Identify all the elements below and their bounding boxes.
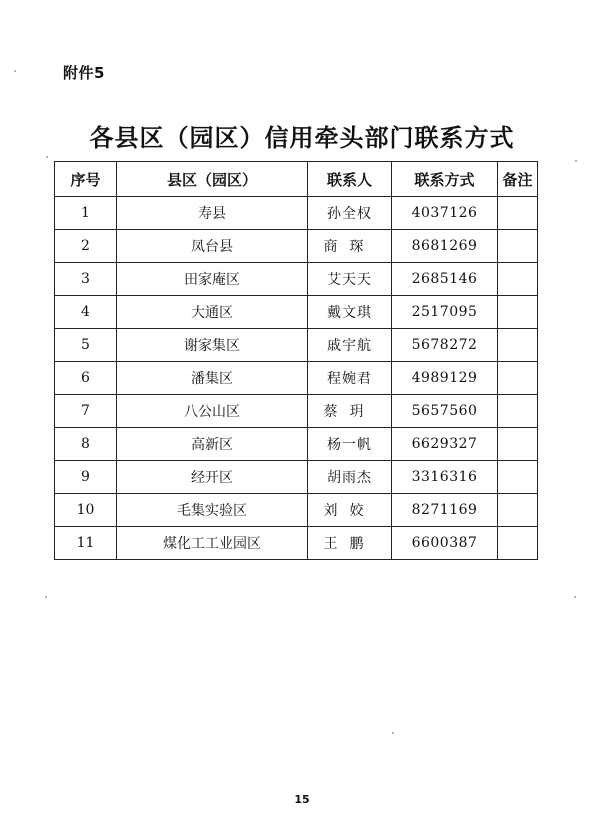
district-cell: 凤台县 bbox=[117, 230, 308, 263]
remarks-cell bbox=[498, 461, 538, 494]
contact-person-cell: 商琛 bbox=[308, 230, 392, 263]
contact-person-cell: 戚宇航 bbox=[308, 329, 392, 362]
table-row bbox=[55, 362, 538, 395]
contact-person-cell: 王鹏 bbox=[308, 527, 392, 560]
remarks-cell bbox=[498, 527, 538, 560]
remarks-cell bbox=[498, 428, 538, 461]
contact-person-cell: 杨一帆 bbox=[308, 428, 392, 461]
remarks-cell bbox=[498, 494, 538, 527]
serial-number-cell: 7 bbox=[55, 395, 117, 428]
remarks-cell bbox=[498, 395, 538, 428]
district-cell: 毛集实验区 bbox=[117, 494, 308, 527]
phone-cell: 4037126 bbox=[392, 197, 498, 230]
serial-number-cell: 11 bbox=[55, 527, 117, 560]
scan-speck bbox=[574, 596, 576, 598]
district-cell: 寿县 bbox=[117, 197, 308, 230]
header-contact-person: 联系人 bbox=[308, 162, 392, 197]
contact-person-cell: 程婉君 bbox=[308, 362, 392, 395]
district-cell: 经开区 bbox=[117, 461, 308, 494]
contact-person-cell: 蔡玥 bbox=[308, 395, 392, 428]
phone-cell: 3316316 bbox=[392, 461, 498, 494]
header-serial-number: 序号 bbox=[55, 162, 117, 197]
phone-cell: 4989129 bbox=[392, 362, 498, 395]
scan-speck bbox=[45, 596, 47, 598]
district-cell: 八公山区 bbox=[117, 395, 308, 428]
district-cell: 大通区 bbox=[117, 296, 308, 329]
contact-person-cell: 胡雨杰 bbox=[308, 461, 392, 494]
page-number: 15 bbox=[294, 793, 310, 806]
header-contact-phone: 联系方式 bbox=[392, 162, 498, 197]
phone-cell: 5678272 bbox=[392, 329, 498, 362]
serial-number-cell: 3 bbox=[55, 263, 117, 296]
attachment-label: 附件5 bbox=[63, 64, 105, 82]
table-row bbox=[55, 230, 538, 263]
serial-number-cell: 10 bbox=[55, 494, 117, 527]
serial-number-cell: 6 bbox=[55, 362, 117, 395]
serial-number-cell: 2 bbox=[55, 230, 117, 263]
header-remarks: 备注 bbox=[498, 162, 538, 197]
table-row bbox=[55, 461, 538, 494]
phone-cell: 2685146 bbox=[392, 263, 498, 296]
contacts-table bbox=[54, 161, 538, 560]
table-row bbox=[55, 197, 538, 230]
table-row bbox=[55, 527, 538, 560]
serial-number-cell: 5 bbox=[55, 329, 117, 362]
scan-speck bbox=[575, 160, 577, 162]
contact-person-cell: 艾天天 bbox=[308, 263, 392, 296]
phone-cell: 5657560 bbox=[392, 395, 498, 428]
remarks-cell bbox=[498, 296, 538, 329]
scan-speck bbox=[392, 732, 394, 734]
district-cell: 高新区 bbox=[117, 428, 308, 461]
district-cell: 田家庵区 bbox=[117, 263, 308, 296]
serial-number-cell: 9 bbox=[55, 461, 117, 494]
scan-speck bbox=[14, 70, 16, 72]
district-cell: 煤化工工业园区 bbox=[117, 527, 308, 560]
table-header-row bbox=[55, 162, 538, 197]
document-title: 各县区（园区）信用牵头部门联系方式 bbox=[89, 124, 515, 152]
table-row bbox=[55, 329, 538, 362]
serial-number-cell: 4 bbox=[55, 296, 117, 329]
remarks-cell bbox=[498, 329, 538, 362]
phone-cell: 2517095 bbox=[392, 296, 498, 329]
table-row bbox=[55, 296, 538, 329]
serial-number-cell: 1 bbox=[55, 197, 117, 230]
table-row bbox=[55, 428, 538, 461]
remarks-cell bbox=[498, 230, 538, 263]
phone-cell: 6600387 bbox=[392, 527, 498, 560]
table-row bbox=[55, 494, 538, 527]
remarks-cell bbox=[498, 197, 538, 230]
scan-speck bbox=[46, 156, 48, 158]
district-cell: 谢家集区 bbox=[117, 329, 308, 362]
remarks-cell bbox=[498, 362, 538, 395]
remarks-cell bbox=[498, 263, 538, 296]
district-cell: 潘集区 bbox=[117, 362, 308, 395]
header-district: 县区（园区） bbox=[117, 162, 308, 197]
contact-person-cell: 刘姣 bbox=[308, 494, 392, 527]
contact-person-cell: 孙全权 bbox=[308, 197, 392, 230]
phone-cell: 6629327 bbox=[392, 428, 498, 461]
phone-cell: 8271169 bbox=[392, 494, 498, 527]
contact-person-cell: 戴文琪 bbox=[308, 296, 392, 329]
serial-number-cell: 8 bbox=[55, 428, 117, 461]
phone-cell: 8681269 bbox=[392, 230, 498, 263]
table-row bbox=[55, 263, 538, 296]
table-row bbox=[55, 395, 538, 428]
